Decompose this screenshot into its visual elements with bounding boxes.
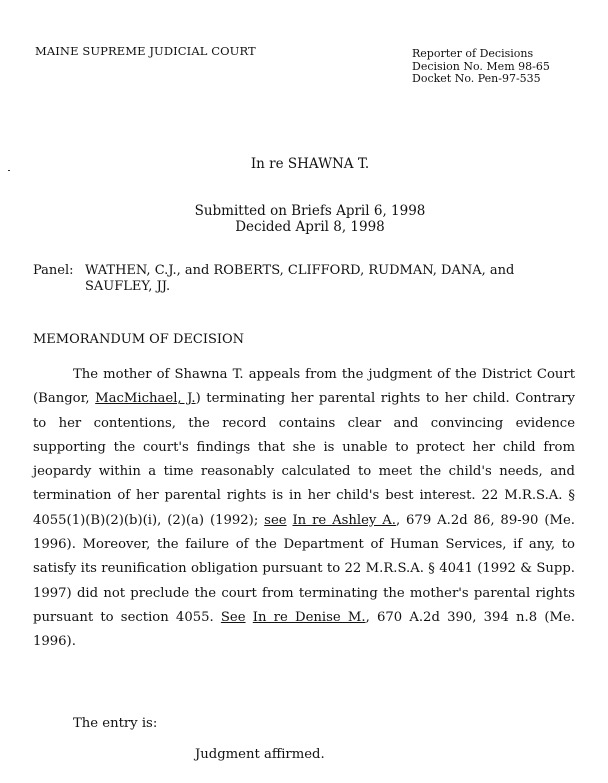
case-title: In re SHAWNA T. <box>250 156 370 172</box>
decision-number: Decision No. Mem 98-65 <box>412 59 550 73</box>
case-citation-denise: In re Denise M. <box>252 609 366 625</box>
panel-label: Panel: <box>33 263 74 278</box>
panel-names: WATHEN, C.J., and ROBERTS, CLIFFORD, RUDMAN, DANA, and SAUFLEY, JJ. <box>85 263 515 294</box>
panel <box>33 263 555 294</box>
memo-text-b: ) terminating her parental rights to her child. Contrary to her contentions, the record contains clear and convincing evidence supporting the court's findings that she is unable to protect her child from jeopardy within a time reasonably calculated to meet the child's needs, and termination of her parental rights is in her child's best interest. 22 M.R.S.A. § 4055(1)(B)(2)(b)(i), (2)(a) (1992); <box>33 391 576 528</box>
submitted-date: Submitted on Briefs April 6, 1998 <box>194 203 426 219</box>
reporter-line: Reporter of Decisions <box>412 47 534 60</box>
decided-date: Decided April 8, 1998 <box>235 219 385 235</box>
memo-text-d: , 670 A.2d 390, 394 n.8 (Me. 1996). <box>33 609 575 650</box>
entry-label: The entry is: <box>73 716 158 731</box>
see-signal-2: See <box>220 609 246 625</box>
court-name: MAINE SUPREME JUDICIAL COURT <box>35 44 256 58</box>
memo-heading: MEMORANDUM OF DECISION <box>33 332 245 347</box>
memo-body <box>33 363 575 655</box>
see-signal: see <box>264 512 287 528</box>
reporter-block <box>412 48 550 86</box>
case-citation-ashley: In re Ashley A. <box>292 512 396 528</box>
memo-text-a: The mother of Shawna T. appeals from the judgment of the District Court (Bangor, <box>33 367 575 407</box>
judgment-text: Judgment affirmed. <box>195 747 325 762</box>
docket-number: Docket No. Pen-97-535 <box>412 72 541 85</box>
memo-text-c: , 679 A.2d 86, 89-90 (Me. 1996). Moreover, the failure of the Department of Human Services, if any, to satisfy its reunification obligation pursuant to 22 M.R.S.A. § 4041 (1992 & Supp. 1997) did not preclude the court from terminating the mother's parental rights pursuant to section 4055. <box>33 512 575 625</box>
case-dates <box>0 203 608 235</box>
judge-name: MacMichael, J. <box>95 391 196 407</box>
memo-paragraph <box>33 363 575 655</box>
